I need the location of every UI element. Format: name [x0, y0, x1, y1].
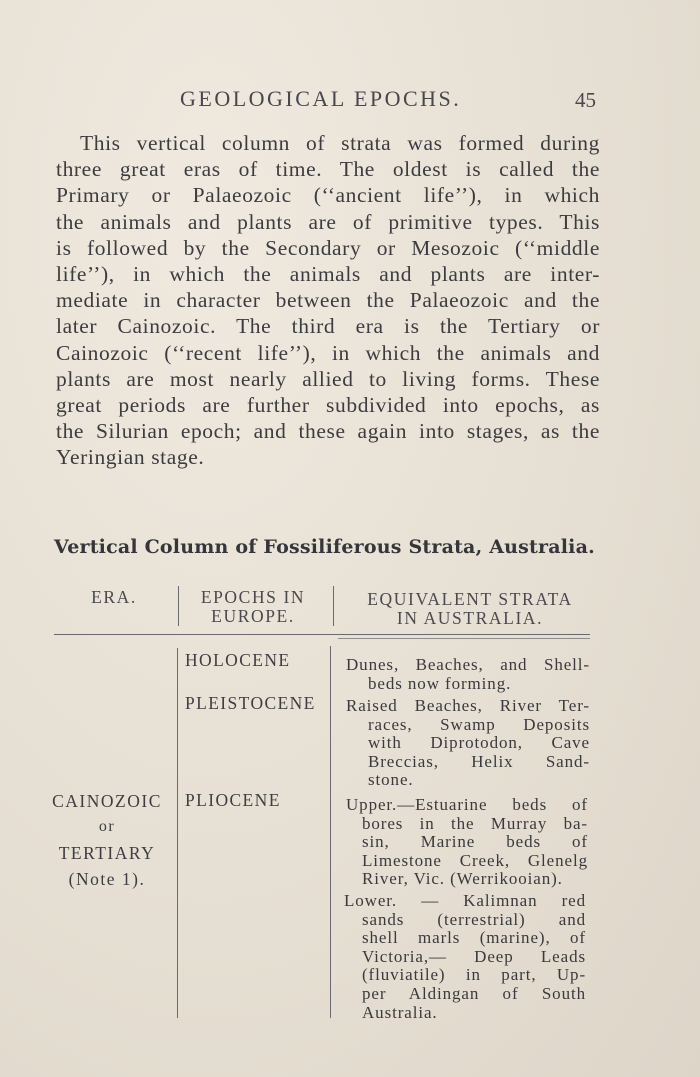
strata-line: races, Swamp Deposits — [368, 714, 590, 734]
strata-line: Raised Beaches, River Ter- — [346, 696, 590, 715]
strata-line: bores in the Murray ba- — [362, 813, 588, 833]
era-line: (Note 1). — [68, 869, 146, 889]
strata-line: sands (terrestrial) and — [362, 909, 586, 929]
header-epochs-line: EUROPE. — [211, 606, 295, 626]
column-divider — [177, 648, 178, 1018]
strata-line: sin, Marine beds of — [362, 832, 588, 852]
paragraph-line: Primary or Palaeozoic (‘‘ancient life’’), in which — [56, 183, 600, 208]
strata-line: shell marls (marine), of — [362, 928, 586, 948]
paragraph-line: life’’), in which the animals and plants are inter- — [56, 262, 600, 287]
strata-line: Upper.—Estuarine beds of — [346, 795, 588, 814]
era-line: CAINOZOIC — [52, 791, 162, 811]
header-epochs-line: EPOCHS IN — [200, 587, 306, 607]
era-line: TERTIARY — [58, 843, 156, 863]
column-divider — [330, 646, 331, 1018]
header-strata — [352, 590, 588, 628]
paragraph-line: is followed by the Secondary or Mesozoic (‘‘middle — [56, 235, 600, 260]
paragraph-line: Cainozoic (‘‘recent life’’), in which the animals and — [56, 340, 600, 365]
strata-line: Limestone Creek, Glenelg — [362, 850, 588, 870]
strata-pliocene-lower — [344, 892, 586, 1022]
paragraph-line: the Silurian epoch; and these again into stages, as the — [56, 419, 600, 444]
strata-line: Dunes, Beaches, and Shell- — [346, 655, 590, 674]
strata-pleistocene — [346, 697, 590, 790]
paragraph-line: This vertical column of strata was formed during — [80, 131, 600, 155]
paragraph-line: the animals and plants are of primitive types. This — [56, 209, 600, 234]
paragraph-line: mediate in character between the Palaeozoic and the — [56, 288, 600, 313]
strata-line: Australia. — [362, 1002, 438, 1022]
header-divider — [178, 586, 179, 626]
header-rule — [54, 634, 590, 635]
header-strata-line: IN AUSTRALIA. — [396, 608, 544, 628]
strata-line: stone. — [368, 770, 414, 790]
epoch-holocene: HOLOCENE — [185, 650, 291, 670]
page-number: 45 — [575, 88, 596, 112]
strata-line: River, Vic. (Werrikooian). — [362, 869, 563, 889]
strata-line: Lower. — Kalimnan red — [344, 891, 586, 910]
header-rule — [338, 638, 590, 639]
header-era: ERA. — [91, 587, 137, 607]
header-epochs — [186, 588, 320, 626]
strata-line: beds now forming. — [368, 673, 512, 693]
paragraph-line: later Cainozoic. The third era is the Tertiary or — [56, 314, 600, 339]
epoch-pleistocene: PLEISTOCENE — [185, 693, 316, 713]
epoch-pliocene: PLIOCENE — [185, 790, 281, 810]
intro-paragraph — [56, 130, 600, 471]
running-title: GEOLOGICAL EPOCHS. — [180, 86, 462, 111]
strata-pliocene-upper — [346, 796, 588, 889]
header-strata-line: EQUIVALENT STRATA — [367, 589, 573, 609]
running-head — [0, 86, 700, 116]
paragraph-line: great periods are further subdivided into epochs, as — [56, 393, 600, 418]
header-divider — [333, 586, 334, 626]
paragraph-line: Yeringian stage. — [56, 445, 205, 470]
strata-holocene — [346, 656, 590, 693]
era-line: or — [98, 818, 116, 835]
era-label — [44, 788, 170, 892]
paragraph-line: three great eras of time. The oldest is called the — [56, 157, 600, 182]
strata-line: Victoria,— Deep Leads — [362, 946, 586, 966]
paragraph-line: plants are most nearly allied to living forms. These — [56, 366, 600, 391]
strata-line: Breccias, Helix Sand- — [368, 751, 590, 771]
strata-line: (fluviatile) in part, Up- — [362, 965, 586, 985]
table-title: Vertical Column of Fossiliferous Strata, Australia. — [54, 536, 595, 558]
strata-line: with Diprotodon, Cave — [368, 733, 590, 753]
strata-line: per Aldingan of South — [362, 983, 586, 1003]
